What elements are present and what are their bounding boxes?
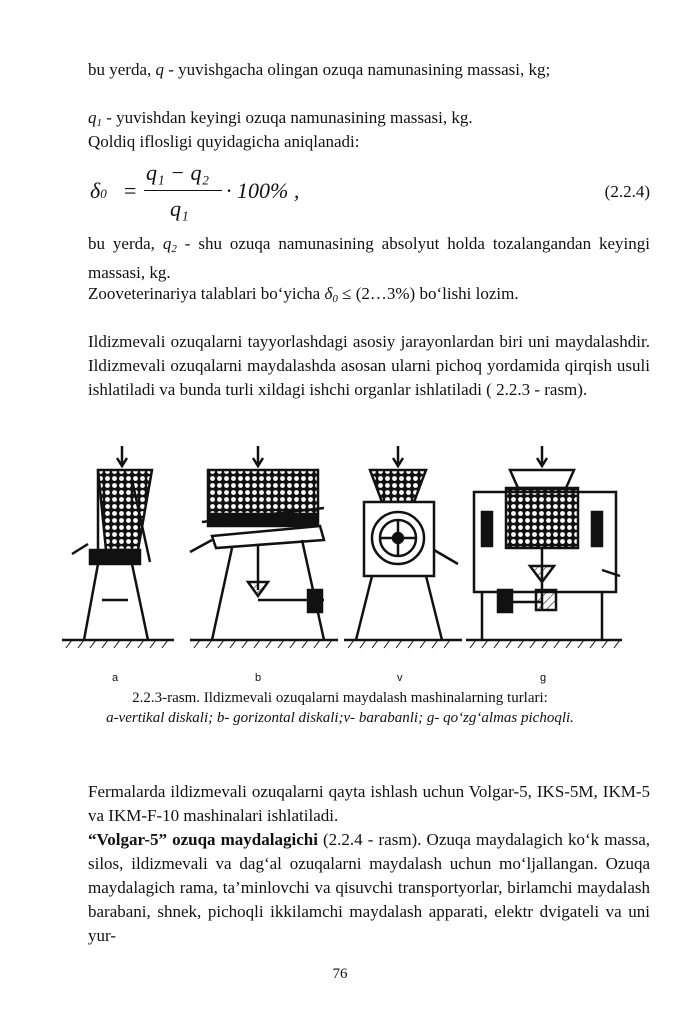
figure-label-a: a [112,672,119,684]
figure-caption-main: 2.2.3-rasm. Ildizmevali ozuqalarni maydalash mashinalarning turlari: [132,690,548,706]
fraction-bar [144,190,222,191]
machine-v [356,446,458,640]
equation-number: (2.2.4) [604,182,650,201]
para-4 [88,232,650,285]
symbol-q2-sub: 2 [171,243,177,255]
para-1 [88,58,650,82]
para-3: Qoldiq iflosligi quyidagicha aniqlanadi: [88,132,360,151]
figure-label-g: g [540,672,547,684]
para-1-text: - yuvishgacha olingan ozuqa namunasining massasi, kg; [164,60,551,79]
formula-lhs: δ0 [90,178,107,203]
symbol-delta: δ [324,284,333,303]
para-6: Ildizmevali ozuqalarni tayyorlashdagi asosiy jarayonlardan biri uni maydalashdir. Ildizmevali ozuqalarni maydalashda asosan ularni pichoq yordamida qirqish usuli ishlatiladi va bunda turli xildagi ishchi organlar ishlatiladi ( 2.2.3 - rasm). [88,332,650,399]
formula-multiplier: · 100% , [226,178,300,203]
formula-equals: = [124,178,137,203]
symbol-delta-sub: 0 [332,293,338,305]
para-8 [88,828,650,948]
symbol-q: q [155,60,165,79]
figure-caption-sub: a-vertikal diskali; b- gorizontal diskali;v- barabanli; g- qo‘zg‘almas pichoqli. [106,710,574,726]
machine-g [474,446,620,640]
machine-b [190,446,324,640]
para-4-lead: bu yerda, [88,234,163,253]
para-5-text1: Zooveterinariya talablari bo‘yicha [88,284,325,303]
para-7: Fermalarda ildizmevali ozuqalarni qayta ishlash uchun Volgar-5, IKS-5M, IKM-5 va IKM-F-10 mashinalari ishlatiladi. [88,782,650,825]
para-8-bold: “Volgar-5” ozuqa maydalagichi [88,830,318,849]
para-2-text: - yuvishdan keyingi ozuqa namunasining massasi, kg. [102,108,473,127]
para-1-lead: bu yerda, [88,60,156,79]
para-5 [88,282,650,311]
figure-label-b: b [255,672,262,684]
formula-2-2-4 [88,160,650,226]
page-number: 76 [332,966,348,982]
figure-label-v: v [397,672,403,684]
symbol-q2: q [162,234,172,253]
symbol-q1-sub: 1 [96,117,102,129]
machine-a [72,446,152,640]
para-8-text: (2.2.4 - rasm). Ozuqa maydalagich ko‘k massa, silos, ildizmevali va dag‘al ozuqalarni maydalash uchun mo‘ljallangan. Ozuqa maydalagich rama, ta’minlovchi va qisuvchi transportyorlar, birlamchi maydalash barabani, shnek, pichoqli ikkilamchi maydalash apparati, elektr dvigateli va uni yur- [88,830,650,945]
machines-figure [62,440,622,670]
para-5-text2: ≤ (2…3%) bo‘lishi lozim. [337,284,519,303]
formula-denominator: q₁ [170,196,189,221]
formula-numerator: q₁ − q₂ [146,160,210,185]
symbol-q1: q [88,108,97,127]
para-4-text: - shu ozuqa namunasining absolyut holda tozalangandan keyingi massasi, kg. [88,234,650,282]
